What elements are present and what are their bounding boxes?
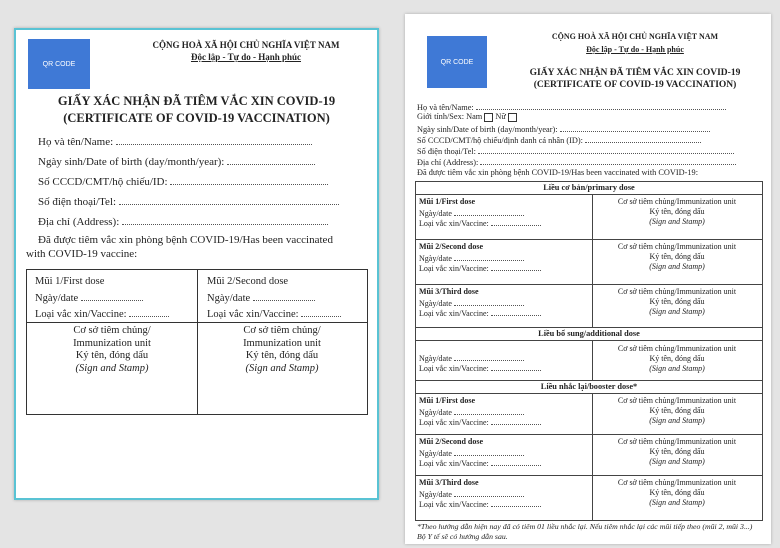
booster-dose1-label: Mũi 1/First dose [419,396,475,405]
country-header: CỘNG HOÀ XÃ HỘI CHỦ NGHĨA VIỆT NAM [152,40,340,50]
certificate-form-new [405,14,771,544]
additional-dose-header: Liều bổ sung/additional dose [538,329,640,338]
additional-dose-date[interactable]: Ngày/date [419,352,524,363]
booster-dose1-vaccine[interactable]: Loại vắc xin/Vaccine: [419,416,541,427]
certificate-title: GIẤY XÁC NHẬN ĐÃ TIÊM VẮC XIN COVID-19 [529,68,741,78]
additional-dose-vaccine[interactable]: Loại vắc xin/Vaccine: [419,362,541,373]
phone-field[interactable]: Số điện thoại/Tel: [38,196,339,208]
dob-field[interactable]: Ngày sinh/Date of birth (day/month/year): [417,123,710,134]
qr-code-placeholder [427,36,487,88]
primary-dose3-signature: Cơ sở tiêm chủng/Immunization unit Ký tên, đóng dấu (Sign and Stamp) [617,287,737,316]
primary-dose1-signature: Cơ sở tiêm chủng/Immunization unit Ký tên, đóng dấu (Sign and Stamp) [617,197,737,226]
sex-field[interactable]: Giới tính/Sex: Nam Nữ [417,112,517,122]
booster-footnote: *Theo hướng dẫn hiện nay đã có tiêm 01 liều nhắc lại. Nếu tiêm nhắc lại các mũi tiếp theo (mũi 2, mũi 3...) Bộ Y tế sẽ có hướng dẫn sau. [417,522,753,541]
primary-dose-header: Liều cơ bản/primary dose [543,183,635,192]
primary-dose2-date[interactable]: Ngày/date [419,252,524,263]
dose2-vaccine[interactable]: Loại vắc xin/Vaccine: [207,308,341,320]
primary-dose3-vaccine[interactable]: Loại vắc xin/Vaccine: [419,307,541,318]
dose-table [26,269,368,415]
vaccinated-statement: Đã được tiêm vắc xin phòng bệnh COVID-19/Has been vaccinated with COVID-19: [417,168,698,177]
primary-dose2-signature: Cơ sở tiêm chủng/Immunization unit Ký tên, đóng dấu (Sign and Stamp) [617,242,737,271]
id-field[interactable]: Số CCCD/CMT/hộ chiếu/ID: [38,176,328,188]
booster-dose3-date[interactable]: Ngày/date [419,488,524,499]
booster-dose3-label: Mũi 3/Third dose [419,478,479,487]
booster-dose-header: Liều nhắc lại/booster dose* [540,382,638,391]
name-field[interactable]: Họ và tên/Name: [417,101,726,112]
certificate-subtitle: (CERTIFICATE OF COVID-19 VACCINATION) [533,80,737,90]
primary-dose2-label: Mũi 2/Second dose [419,242,484,251]
certificate-title: GIẤY XÁC NHẬN ĐÃ TIÊM VẮC XIN COVID-19 [57,94,336,108]
dose1-label: Mũi 1/First dose [35,276,105,287]
booster-dose3-vaccine[interactable]: Loại vắc xin/Vaccine: [419,498,541,509]
booster-dose2-date[interactable]: Ngày/date [419,447,524,458]
dose1-date[interactable]: Ngày/date [35,292,143,304]
dose2-date[interactable]: Ngày/date [207,292,315,304]
qr-code-label: QR CODE [42,60,76,68]
primary-dose2-vaccine[interactable]: Loại vắc xin/Vaccine: [419,262,541,273]
primary-dose3-date[interactable]: Ngày/date [419,297,524,308]
dose-table [415,181,763,521]
motto: Độc lập - Tự do - Hạnh phúc [190,52,301,62]
dose1-vaccine[interactable]: Loại vắc xin/Vaccine: [35,308,169,320]
motto: Độc lập - Tự do - Hạnh phúc [586,45,684,54]
dose1-signature: Cơ sở tiêm chủng/ Immunization unit Ký tên, đóng dấu (Sign and Stamp) [73,325,151,374]
vaccinated-statement-cont: with COVID-19 vaccine: [26,248,138,260]
dose2-signature: Cơ sở tiêm chủng/ Immunization unit Ký tên, đóng dấu (Sign and Stamp) [243,325,321,374]
name-field[interactable]: Họ và tên/Name: [38,136,312,148]
booster-dose3-signature: Cơ sở tiêm chủng/Immunization unit Ký tên, đóng dấu (Sign and Stamp) [617,478,737,507]
qr-code-label: QR CODE [440,58,474,66]
country-header: CỘNG HOÀ XÃ HỘI CHỦ NGHĨA VIỆT NAM [551,32,719,41]
female-checkbox[interactable] [508,113,517,122]
dob-field[interactable]: Ngày sinh/Date of birth (day/month/year): [38,156,315,168]
certificate-form-old [14,28,379,500]
booster-dose2-vaccine[interactable]: Loại vắc xin/Vaccine: [419,457,541,468]
dose2-label: Mũi 2/Second dose [207,276,289,287]
vaccinated-statement: Đã được tiêm vắc xin phòng bệnh COVID-19/Has been vaccinated [38,234,333,246]
primary-dose1-date[interactable]: Ngày/date [419,207,524,218]
booster-dose1-date[interactable]: Ngày/date [419,406,524,417]
certificate-subtitle: (CERTIFICATE OF COVID-19 VACCINATION) [63,111,330,125]
qr-code-placeholder [28,39,90,89]
booster-dose1-signature: Cơ sở tiêm chủng/Immunization unit Ký tên, đóng dấu (Sign and Stamp) [617,396,737,425]
primary-dose3-label: Mũi 3/Third dose [419,287,479,296]
address-field[interactable]: Địa chỉ (Address): [417,156,736,167]
primary-dose1-vaccine[interactable]: Loại vắc xin/Vaccine: [419,217,541,228]
booster-dose2-label: Mũi 2/Second dose [419,437,484,446]
additional-dose-signature: Cơ sở tiêm chủng/Immunization unit Ký tên, đóng dấu (Sign and Stamp) [617,344,737,373]
id-field[interactable]: Số CCCD/CMT/hộ chiếu/định danh cá nhân (ID): [417,134,701,145]
booster-dose2-signature: Cơ sở tiêm chủng/Immunization unit Ký tên, đóng dấu (Sign and Stamp) [617,437,737,466]
primary-dose1-label: Mũi 1/First dose [419,197,475,206]
address-field[interactable]: Địa chỉ (Address): [38,216,328,228]
male-checkbox[interactable] [484,113,493,122]
phone-field[interactable]: Số điện thoại/Tel: [417,145,734,156]
